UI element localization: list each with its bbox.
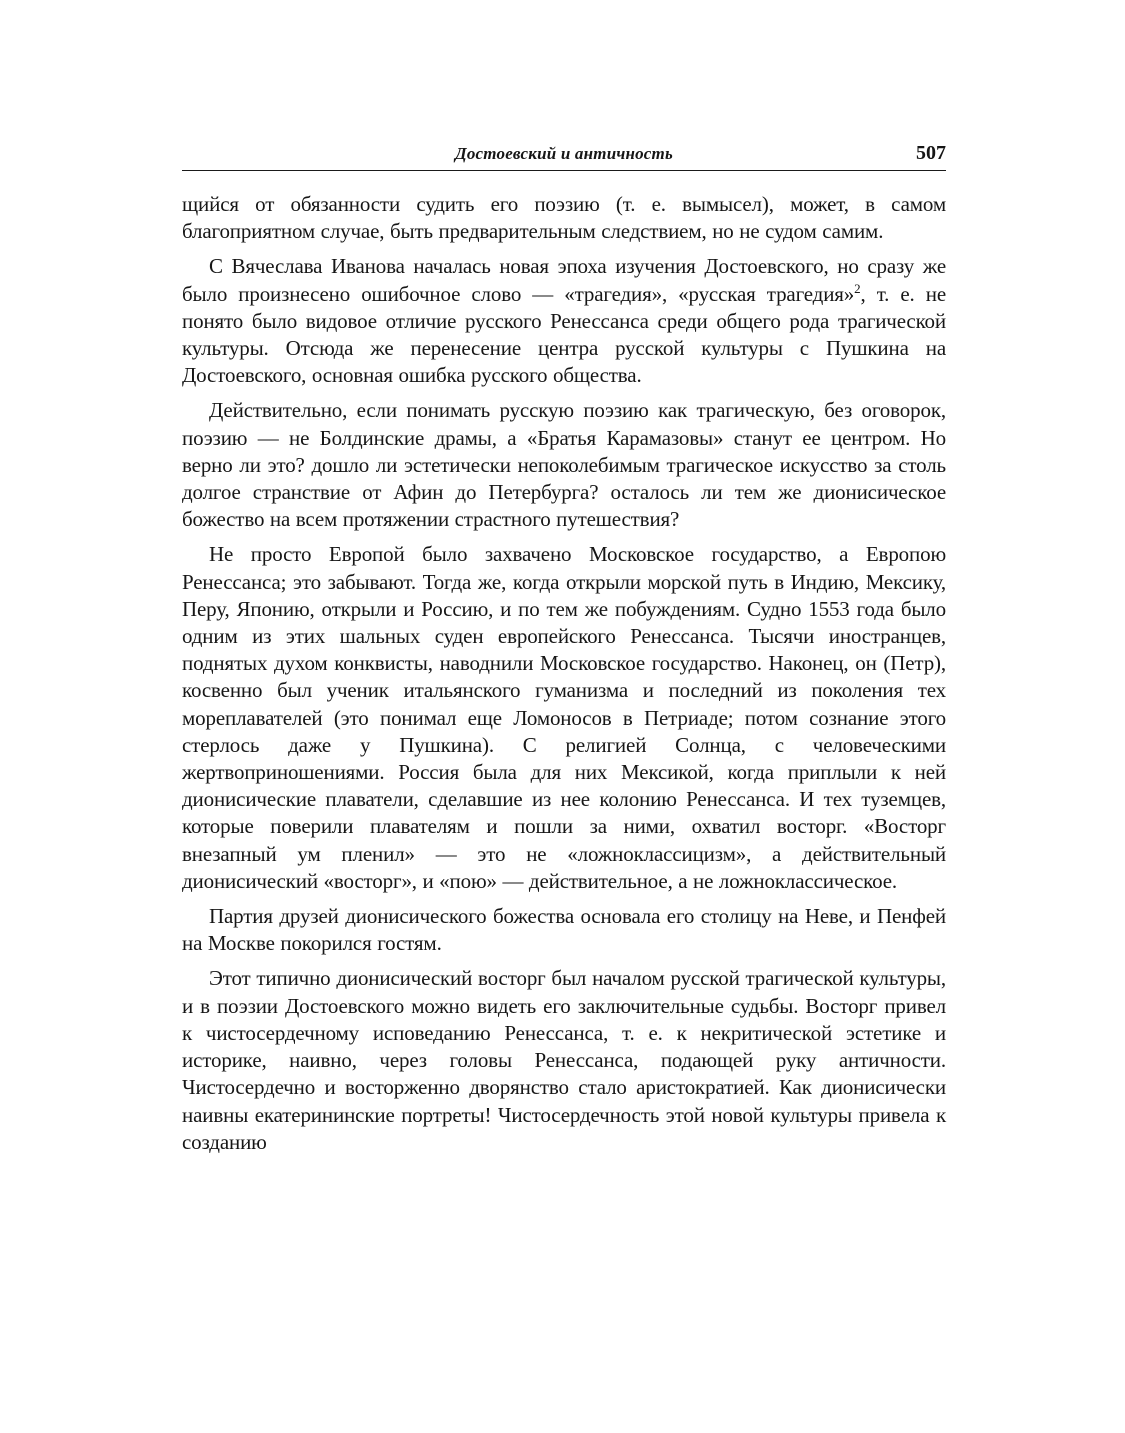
running-head [182,136,946,171]
paragraph-2-text-a: С Вячеслава Иванова началась новая эпоха изучения Достоевского, но сразу же было произнесено ошибочное слово — «трагедия», «русская трагедия» [182,254,946,306]
footnote-ref[interactable]: 2 [854,280,861,296]
paragraph-1: щийся от обязанности судить его поэзию (т. е. вымысел), может, в самом благоприятном случае, быть предварительным следствием, но не судом самим. [182,192,946,244]
paragraph-5: Партия друзей дионисического божества основала его столицу на Неве, и Пенфей на Москве покорился гостям. [182,904,946,956]
book-page [182,136,946,1164]
page-number: 507 [916,142,946,164]
body-text [182,191,946,1156]
running-title: Достоевский и античность [455,144,673,163]
paragraph-6: Этот типично дионисический восторг был началом русской трагической культуры, и в поэзии Достоевского можно видеть его заключительные судьбы. Восторг привел к чистосердечному исповеданию Ренессанса, т. е. к некритической эстетике и историке, наивно, через головы Ренессанса, подающей руку античности. Чистосердечно и восторженно дворянство стало аристократией. Как дионисически наивны екатерининские портреты! Чистосердечность этой новой культуры привела к созданию [182,966,946,1154]
paragraph-2 [182,253,946,389]
paragraph-2-text-b: , т. е. не понято было видовое отличие русского Ренессанса среди общего рода трагической культуры. Отсюда же перенесение центра русской культуры с Пушкина на Достоевского, основная ошибка русского общества. [182,281,946,388]
paragraph-3: Действительно, если понимать русскую поэзию как трагическую, без оговорок, поэзию — не Болдинские драмы, а «Братья Карамазовы» станут ее центром. Но верно ли это? дошло ли эстетически непоколебимым трагическое искусство за столь долгое странствие от Афин до Петербурга? осталось ли тем же дионисическое божество на всем протяжении страстного путешествия? [182,398,946,532]
paragraph-4: Не просто Европой было захвачено Московское государство, а Европою Ренессанса; это забывают. Тогда же, когда открыли морской путь в Индию, Мексику, Перу, Японию, открыли и Россию, и по тем же побуждениям. Судно 1553 года было одним из этих шальных суден европейского Ренессанса. Тысячи иностранцев, поднятых духом конквисты, наводнили Московское государство. Наконец, он (Петр), косвенно был ученик итальянского гуманизма и последний из поколения тех мореплавателей (это понимал еще Ломоносов в Петриаде; потом сознание этого стерлось даже у Пушкина). С религией Солнца, с человеческими жертвоприношениями. Россия была для них Мексикой, когда приплыли к ней дионисические плаватели, сделавшие из нее колонию Ренессанса. И тех туземцев, которые поверили плавателям и пошли за ними, охватил восторг. «Восторг внезапный ум пленил» — это не «ложноклассицизм», а действительный дионисический «восторг», и «пою» — действительное, а не ложноклассическое. [182,542,946,893]
